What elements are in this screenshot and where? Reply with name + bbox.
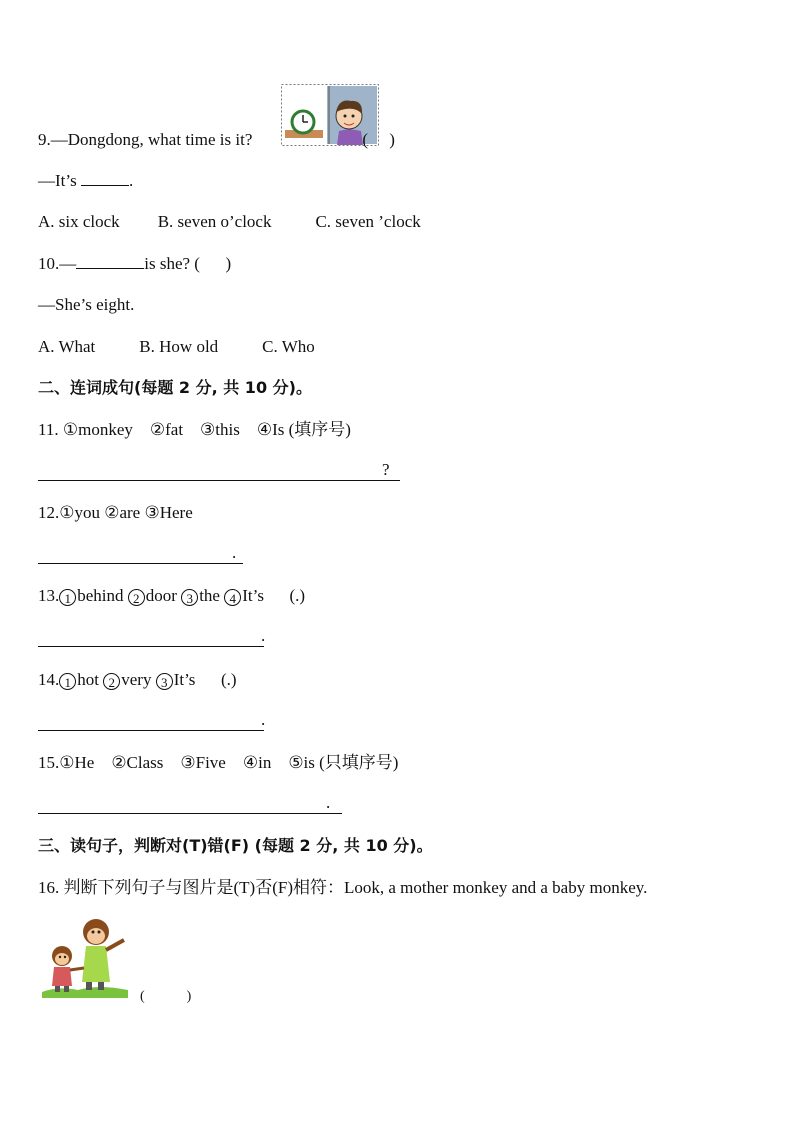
q9-answer-prefix: —It’s [38,171,81,190]
q13-text [38,585,305,607]
q13-answer-line[interactable] [38,626,264,647]
q14-num: 14. [38,670,60,689]
q14-word-3: It’s [173,670,196,689]
q15-end: . [326,793,331,812]
q10-suffix: is she? ( ) [144,254,232,273]
q14-word-1: hot [77,670,99,689]
q9-option-a[interactable]: A. six clock [38,212,120,231]
q10-question-line [38,253,231,275]
q15-text: 15.①He ②Class ③Five ④in ⑤is (只填序号) [38,753,399,772]
q16-text: 16. 判断下列句子与图片是(T)否(F)相符：Look, a mother monkey and a baby monkey. [38,878,648,897]
q13-end: . [261,626,266,645]
circled-2: 2 [103,673,120,690]
q13-word-4: It’s [242,586,264,605]
monkeys-illustration [38,912,134,1000]
q12-end: . [232,543,237,562]
section2-title: 二、连词成句(每题 2 分, 共 10 分)。 [38,378,312,397]
q13-word-1: behind [77,586,124,605]
q9-option-b[interactable]: B. seven o’clock [157,212,272,231]
q9-answer-line [38,170,133,192]
q10-options [38,336,315,358]
baby-monkey-icon [52,946,84,992]
q10-option-a[interactable]: A. What [38,337,96,356]
circled-3: 3 [156,673,173,690]
q9-answer-paren[interactable]: ( ) [362,130,395,149]
q13-hint: (.) [289,586,306,605]
q14-word-2: very [121,670,152,689]
q11-answer-line[interactable] [38,460,400,481]
q14-text [38,669,237,691]
q10-option-b[interactable]: B. How old [139,337,219,356]
q13-num: 13. [38,586,60,605]
q10-option-c[interactable]: C. Who [262,337,315,356]
q15-answer-line[interactable] [38,793,342,814]
q9-period: . [128,171,134,190]
circled-4: 4 [224,589,241,606]
q9-question: 9.—Dongdong, what time is it? [38,130,253,149]
q12-answer-line[interactable] [38,543,243,564]
q11-end: ? [382,460,390,479]
circled-1: 1 [59,589,76,606]
circled-3: 3 [181,589,198,606]
q16-answer-paren[interactable]: ( ) [140,989,192,1004]
circled-2: 2 [128,589,145,606]
q14-answer-line[interactable] [38,710,264,731]
q9-question-line [38,129,395,151]
q9-blank[interactable] [81,171,129,186]
q10-answer: —She’s eight. [38,295,135,314]
q9-option-c[interactable]: C. seven ’clock [315,212,421,231]
q10-blank[interactable] [76,254,144,269]
q9-options [38,211,421,233]
q13-word-2: door [145,586,177,605]
q10-prefix: 10.— [38,254,77,273]
q14-hint: (.) [220,670,237,689]
q14-end: . [261,710,266,729]
mother-monkey-icon [82,919,124,990]
circled-1: 1 [59,673,76,690]
q11-text: 11. ①monkey ②fat ③this ④Is (填序号) [38,420,351,439]
q12-text: 12.①you ②are ③Here [38,503,193,522]
section3-title: 三、读句子，判断对(T)错(F) (每题 2 分, 共 10 分)。 [38,836,433,855]
q13-word-3: the [199,586,220,605]
